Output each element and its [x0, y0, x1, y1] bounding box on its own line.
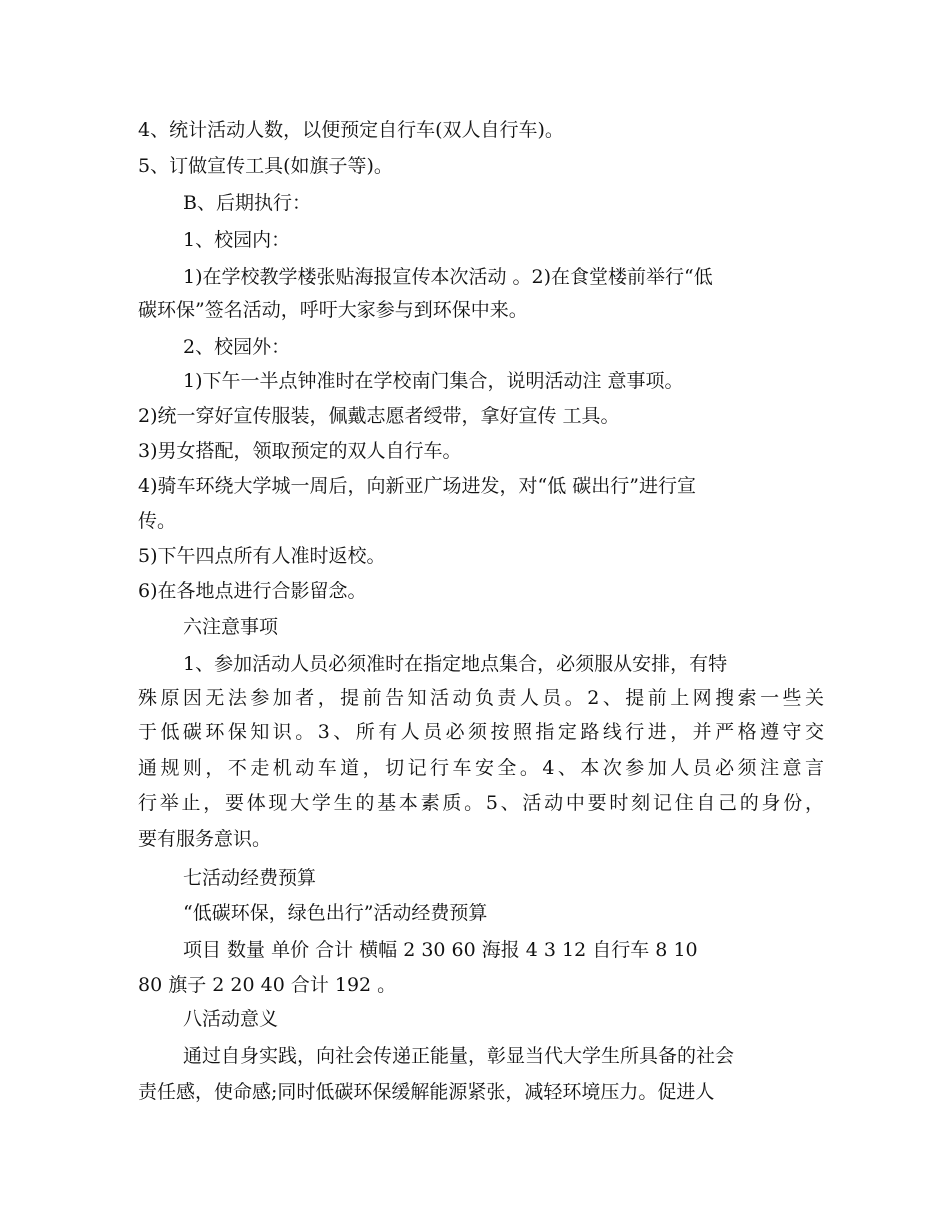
- section-heading: 2、校园外：: [183, 336, 291, 358]
- text-line: 4、统计活动人数，以便预定自行车(双人自行车)。: [138, 119, 564, 141]
- text-line: “低碳环保，绿色出行”活动经费预算: [183, 902, 488, 924]
- section-heading: B、后期执行：: [183, 192, 311, 214]
- text-line: 碳环保”签名活动，呼吁大家参与到环保中来。: [138, 299, 528, 321]
- text-line: 通过自身实践，向社会传递正能量，彰显当代大学生所具备的社会: [183, 1045, 735, 1067]
- text-line: 责任感，使命感;同时低碳环保缓解能源紧张，减轻环境压力。促进人: [138, 1081, 715, 1103]
- text-line: 2)统一穿好宣传服装，佩戴志愿者绶带，拿好宣传 工具。: [138, 405, 620, 427]
- text-line: 传。: [138, 510, 177, 532]
- text-line: 殊原因无法参加者，提前告知活动负责人员。2、提前上网搜索一些关: [138, 687, 824, 709]
- section-heading: 1、校园内：: [183, 229, 291, 251]
- text-line: 通规则，不走机动车道，切记行车安全。4、本次参加人员必须注意言: [138, 757, 824, 779]
- section-heading: 六注意事项: [183, 616, 279, 638]
- text-line: 3)男女搭配，领取预定的双人自行车。: [138, 440, 462, 462]
- text-line: 行举止，要体现大学生的基本素质。5、活动中要时刻记住自己的身份，: [138, 792, 824, 814]
- text-line: 1)下午一半点钟准时在学校南门集合，说明活动注 意事项。: [183, 370, 684, 392]
- budget-line: 项目 数量 单价 合计 横幅 2 30 60 海报 4 3 12 自行车 8 10: [183, 939, 698, 961]
- text-line: 要有服务意识。: [138, 828, 272, 850]
- text-line: 于低碳环保知识。3、所有人员必须按照指定路线行进，并严格遵守交: [138, 721, 824, 743]
- text-line: 5)下午四点所有人准时返校。: [138, 545, 386, 567]
- section-heading: 七活动经费预算: [183, 867, 317, 889]
- text-line: 4)骑车环绕大学城一周后，向新亚广场进发，对“低 碳出行”进行宣: [138, 475, 696, 497]
- text-line: 6)在各地点进行合影留念。: [138, 580, 367, 602]
- budget-line: 80 旗子 2 20 40 合计 192 。: [138, 974, 397, 996]
- text-line: 1)在学校教学楼张贴海报宣传本次活动 。2)在食堂楼前举行“低: [183, 266, 713, 288]
- text-line: 1、参加活动人员必须准时在指定地点集合，必须服从安排，有特: [183, 653, 728, 675]
- section-heading: 八活动意义: [183, 1008, 279, 1030]
- text-line: 5、订做宣传工具(如旗子等)。: [138, 155, 393, 177]
